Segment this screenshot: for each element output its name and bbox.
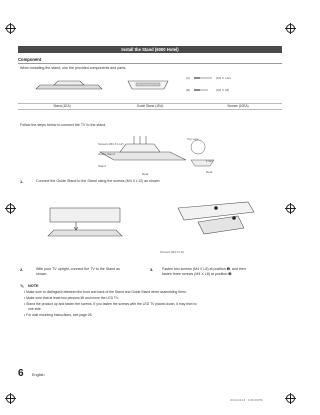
note-item-1: • Make sure to distinguish between the front and back of the Stand and Guide Stand when assembling them. xyxy=(24,290,187,294)
registration-mark-bottom-right xyxy=(286,394,295,403)
parts-divider-bottom xyxy=(18,109,282,110)
diagram-top-view-label: Top view xyxy=(187,137,199,141)
step-3-text-line-1: Fasten two screws (M4 X L8) at position ➊, and then xyxy=(162,267,246,271)
registration-mark-top-left xyxy=(6,24,15,33)
note-item-3-text: Stand the product up and fasten the screws. If you fasten the screws with the LED TV placed down, it may lean to xyxy=(26,302,197,306)
diagram-stand-label: Stand xyxy=(98,164,106,168)
note-item-2: • Make sure that at least two persons lift and move the LED TV. xyxy=(24,296,119,300)
registration-mark-mid-left xyxy=(6,204,15,213)
step-2-illustration xyxy=(36,202,136,242)
note-label: NOTE xyxy=(28,284,39,288)
registration-mark-top-right xyxy=(286,24,295,33)
note-icon: ✎ xyxy=(20,284,25,290)
component-heading: Component xyxy=(18,57,42,62)
note-item-4: • For wall mounting instructions, see page 26. xyxy=(24,313,93,317)
diagram-screws-label: Screws (M4 X L12) xyxy=(98,142,124,146)
step-3-number: 3. xyxy=(150,267,154,272)
stand-part-image xyxy=(36,81,102,89)
parts-illustration xyxy=(18,71,282,101)
note-item-3-continued: one side. xyxy=(28,307,42,311)
step-1-text: Connect the Guide Stand to the Stand using the screws (M4 X L12) as shown. xyxy=(36,179,161,183)
diagram-rear2-label: Rear xyxy=(206,170,213,174)
page-language: English xyxy=(32,373,45,377)
diagram-rear-label: Rear xyxy=(142,172,149,176)
screw-b-letter: (B) xyxy=(186,88,190,92)
registration-mark-mid-right xyxy=(286,204,295,213)
step-1-number: 1. xyxy=(20,179,24,184)
screw-b-image xyxy=(194,89,208,91)
diagram-guide-stand-label: Guide Stand xyxy=(98,152,115,156)
step-3-illustration xyxy=(168,198,268,242)
step-2-text-line-1: With your TV upright, connect the TV to the Stand as xyxy=(36,267,120,271)
section-title: Install the Stand (6000 Hotel) xyxy=(18,46,282,53)
diagram-front-label: Front xyxy=(206,159,214,163)
screw-b-text: (M4 X L8) xyxy=(216,88,230,92)
note-item-3: • Stand the product up and fasten the screws. If you fasten the screws with the LED TV placed down, it may lean to xyxy=(24,302,197,306)
part-label-screws: Screws (10EA) xyxy=(227,104,249,108)
registration-mark-bottom-left xyxy=(6,394,15,403)
screw-a-image xyxy=(194,77,212,79)
component-intro: When installing the stand, use the provided components and parts. xyxy=(20,66,127,70)
print-footer: 2010-04-13 4:06:26PM xyxy=(230,398,263,402)
step-3-text-line-2: fasten three screws (M4 X L8) at position ➋. xyxy=(162,272,233,276)
part-label-guide-stand: Guide Stand (1EA) xyxy=(136,104,164,108)
step-2-number: 2. xyxy=(20,267,24,272)
note-item-1-text: Make sure to distinguish between the front and back of the Stand and Guide Stand when assembling them. xyxy=(26,290,187,294)
step-2-text-line-2: shown. xyxy=(36,272,48,276)
follow-text: Follow the steps below to connect the TV to the stand. xyxy=(20,123,107,127)
note-item-2-text: Make sure that at least two persons lift and move the LED TV. xyxy=(26,296,119,300)
component-rule xyxy=(18,63,282,64)
screw-a-text: (M4 X L12) xyxy=(216,76,231,80)
guide-stand-part-image xyxy=(128,81,168,89)
step-3-screws-label: Screws (M4 X L8) xyxy=(160,250,184,254)
note-item-4-text: For wall mounting instructions, see page 26. xyxy=(26,313,93,317)
screw-a-letter: (A) xyxy=(186,76,190,80)
part-label-stand: Stand (1EA) xyxy=(53,104,71,108)
page-number: 6 xyxy=(18,368,24,379)
